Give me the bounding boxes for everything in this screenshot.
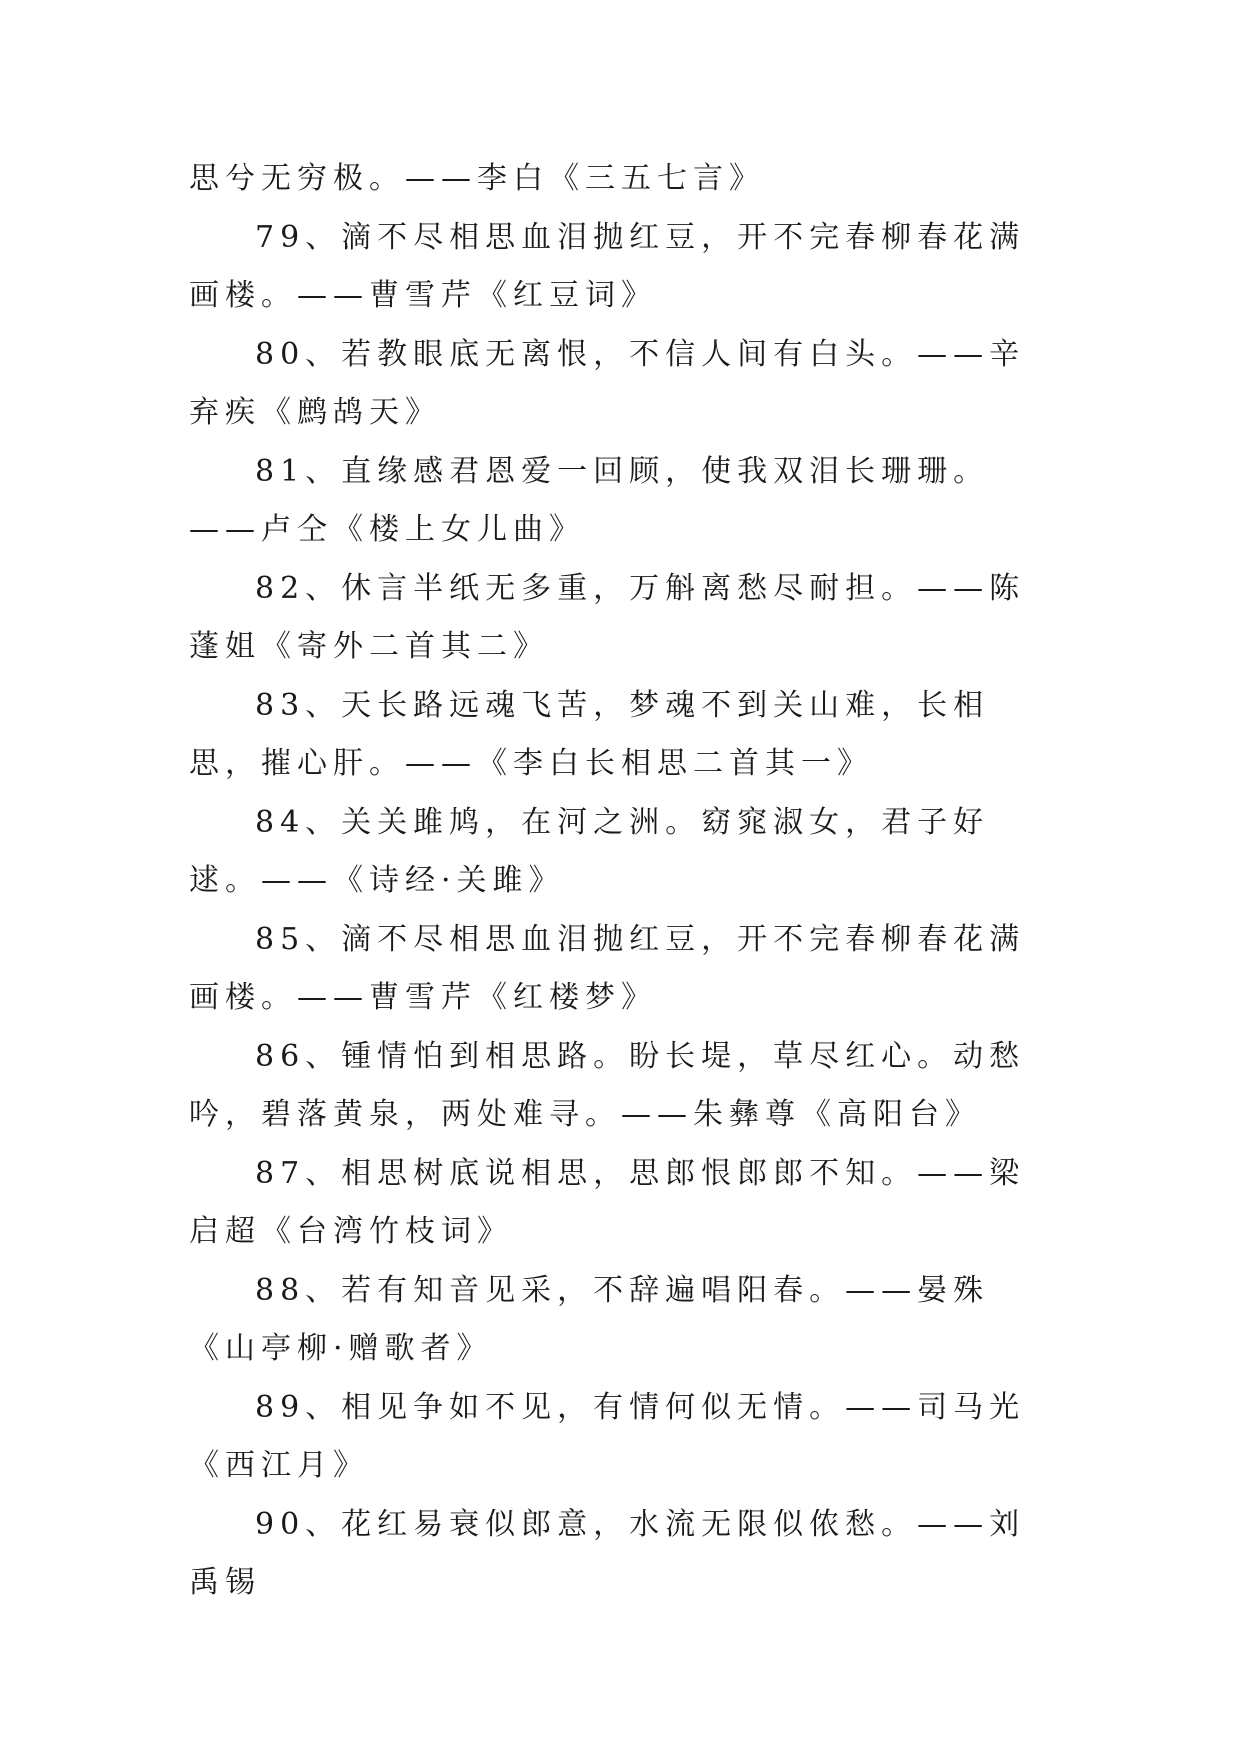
quote-paragraph: 87、相思树底说相思，思郎恨郎郎不知。——梁启超《台湾竹枝词》: [189, 1155, 1026, 1249]
quote-paragraph: 81、直缘感君恩爱一回顾，使我双泪长珊珊。——卢仝《楼上女儿曲》: [189, 453, 990, 547]
poem-quote-list: [189, 150, 1059, 1613]
quote-paragraph: 89、相见争如不见，有情何似无情。——司马光《西江月》: [189, 1389, 1026, 1483]
quote-paragraph: 79、滴不尽相思血泪抛红豆，开不完春柳春花满画楼。——曹雪芹《红豆词》: [189, 219, 1026, 313]
quote-paragraph: 80、若教眼底无离恨，不信人间有白头。——辛弃疾《鹧鸪天》: [189, 336, 1026, 430]
quote-paragraph: 85、滴不尽相思血泪抛红豆，开不完春柳春花满画楼。——曹雪芹《红楼梦》: [189, 921, 1026, 1015]
quote-paragraph: 84、关关雎鸠，在河之洲。窈窕淑女，君子好逑。——《诗经·关雎》: [189, 804, 990, 898]
quote-paragraph: 思兮无穷极。——李白《三五七言》: [189, 161, 765, 196]
quote-paragraph: 82、休言半纸无多重，万斛离愁尽耐担。——陈蓬姐《寄外二首其二》: [189, 570, 1026, 664]
quote-paragraph: 88、若有知音见采，不辞遍唱阳春。——晏殊《山亭柳·赠歌者》: [189, 1272, 990, 1366]
quote-paragraph: 83、天长路远魂飞苦，梦魂不到关山难，长相思，摧心肝。——《李白长相思二首其一》: [189, 687, 990, 781]
quote-paragraph: 90、花红易衰似郎意，水流无限似侬愁。——刘禹锡: [189, 1506, 1026, 1600]
quote-paragraph: 86、锺情怕到相思路。盼长堤，草尽红心。动愁吟，碧落黄泉，两处难寻。——朱彝尊《高阳台》: [189, 1038, 1026, 1132]
